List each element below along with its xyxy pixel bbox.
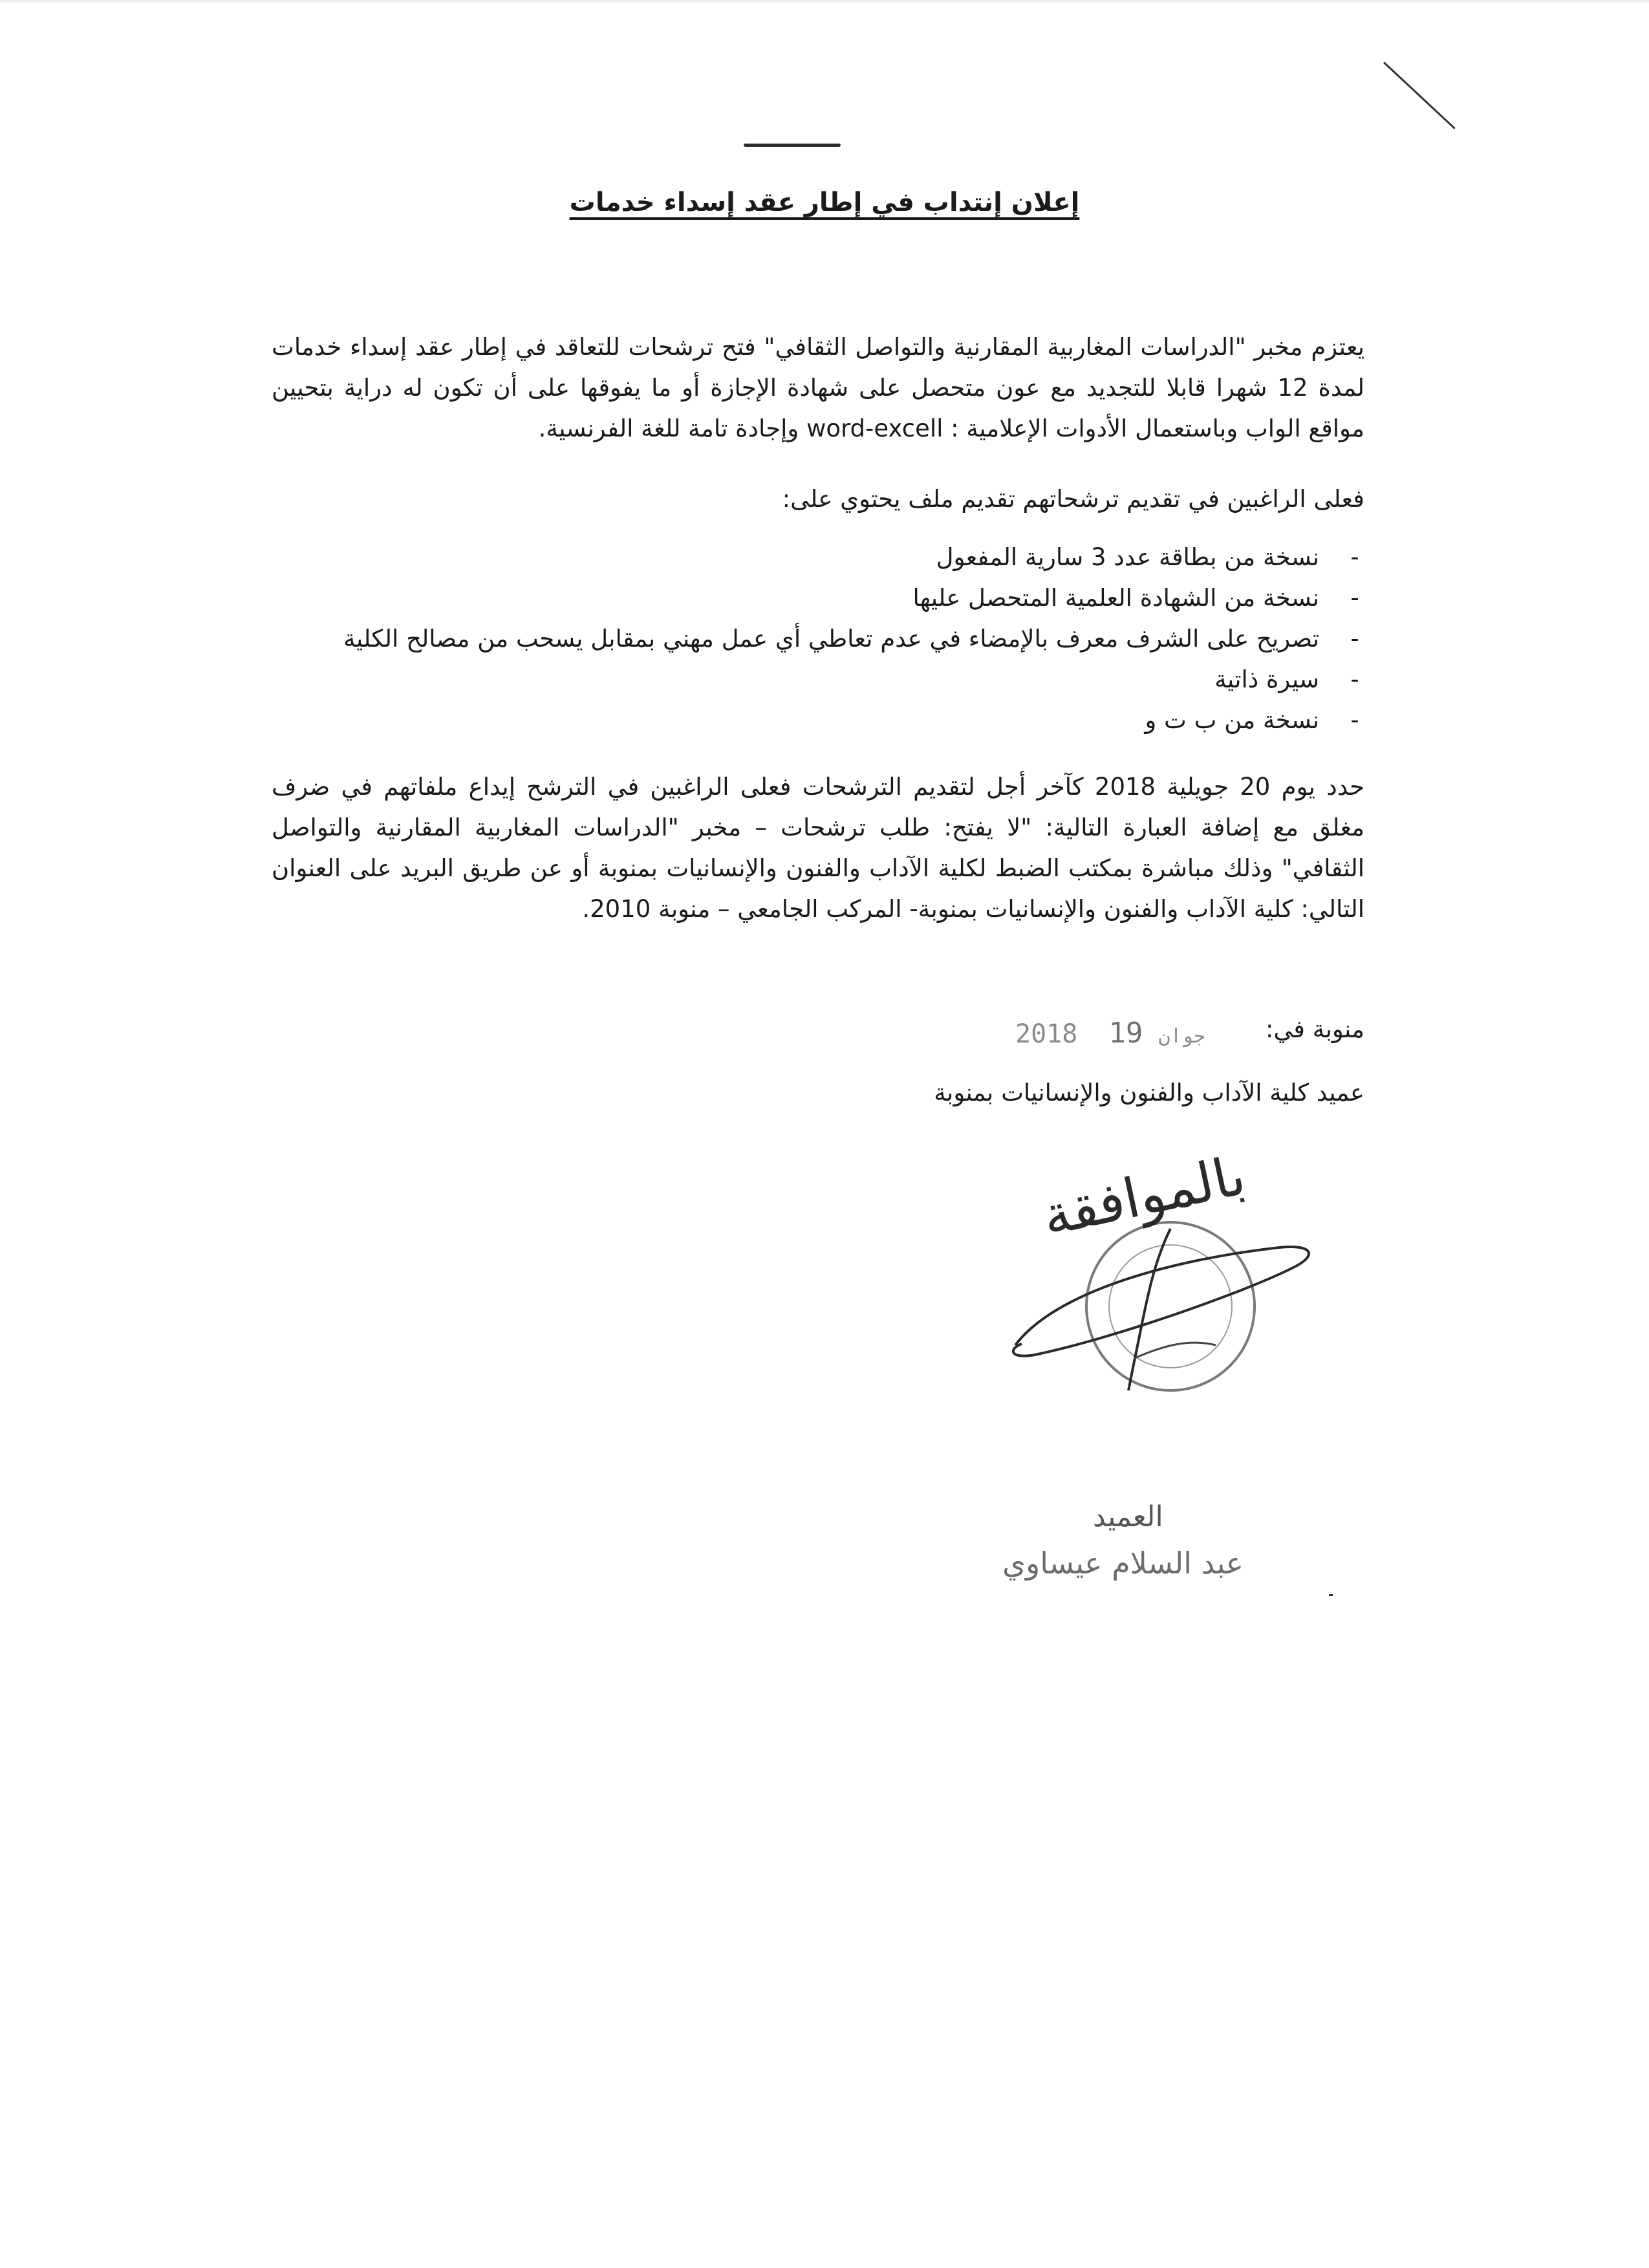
intro-paragraph: يعتزم مخبر "الدراسات المغاربية المقارنية والتواصل الثقافي" فتح ترشحات للتعاقد في إطار عقد إسداء خدمات لمدة 12 شهرا قابلا للتجديد مع عون متحصل على شهادة الإجازة أو ما يفوقها على أن تكون له دراية بتحيين مواقع الواب وباستعمال الأدوات الإعلامية : word-excell وإجادة تامة للغة الفرنسية. <box>272 333 1365 442</box>
list-marker: - <box>1350 665 1359 693</box>
list-item <box>200 578 1364 618</box>
list-item-text: سيرة ذاتية <box>1214 665 1319 693</box>
deadline-paragraph: حدد يوم 20 جويلية 2018 كآخر أجل لتقديم الترشحات فعلى الراغبين في الترشح إيداع ملفاتهم في ضرف مغلق مع إضافة العبارة التالية: "لا يفتح: طلب ترشحات – مخبر "الدراسات المغاربية المقارنية والتواصل الثقافي" وذلك مباشرة بمكتب الضبط لكلية الآداب والفنون والإنسانيات بمنوبة أو عن طريق البريد على العنوان التالي: كلية الآداب والفنون والإنسانيات بمنوبة- المركب الجامعي – منوبة 2010. <box>272 773 1364 923</box>
seal-caption: العميد <box>1093 1500 1163 1533</box>
list-marker: - <box>1350 706 1359 734</box>
list-marker: - <box>1350 584 1359 612</box>
required-documents-list <box>200 537 1364 740</box>
seal-name: عبد السلام عيساوي <box>1002 1546 1244 1581</box>
signatory-title: عميد كلية الآداب والفنون والإنسانيات بمنوبة <box>934 1079 1364 1107</box>
place-label: منوبة في: <box>1266 1015 1364 1043</box>
scan-speck <box>1329 1594 1333 1596</box>
header-dash <box>744 144 841 147</box>
list-item-text: تصريح على الشرف معرف بالإمضاء في عدم تعاطي أي عمل مهني بمقابل يسحب من مصالح الكلية <box>343 625 1319 653</box>
stamp-day: 19 <box>1108 1017 1143 1050</box>
list-item <box>200 618 1364 659</box>
date-stamp <box>1015 1017 1221 1050</box>
list-item-text: نسخة من ب ت و <box>1145 706 1319 734</box>
list-item-text: نسخة من الشهادة العلمية المتحصل عليها <box>912 584 1319 612</box>
pen-mark <box>1383 61 1456 129</box>
stamp-year: 2018 <box>1015 1019 1078 1049</box>
list-item <box>200 659 1364 700</box>
stamp-month: جوان <box>1158 1025 1205 1048</box>
list-marker: - <box>1350 543 1359 571</box>
handwritten-approval: بالموافقة <box>1037 1143 1251 1248</box>
list-marker: - <box>1350 625 1359 653</box>
list-item <box>200 537 1364 578</box>
scan-edge <box>0 0 1649 4</box>
list-item <box>200 700 1364 740</box>
requirements-intro: فعلى الراغبين في تقديم ترشحاتهم تقديم ملف يحتوي على: <box>782 485 1364 513</box>
document-title: إعلان إنتداب في إطار عقد إسداء خدمات <box>569 188 1080 217</box>
list-item-text: نسخة من بطاقة عدد 3 سارية المفعول <box>936 543 1319 571</box>
